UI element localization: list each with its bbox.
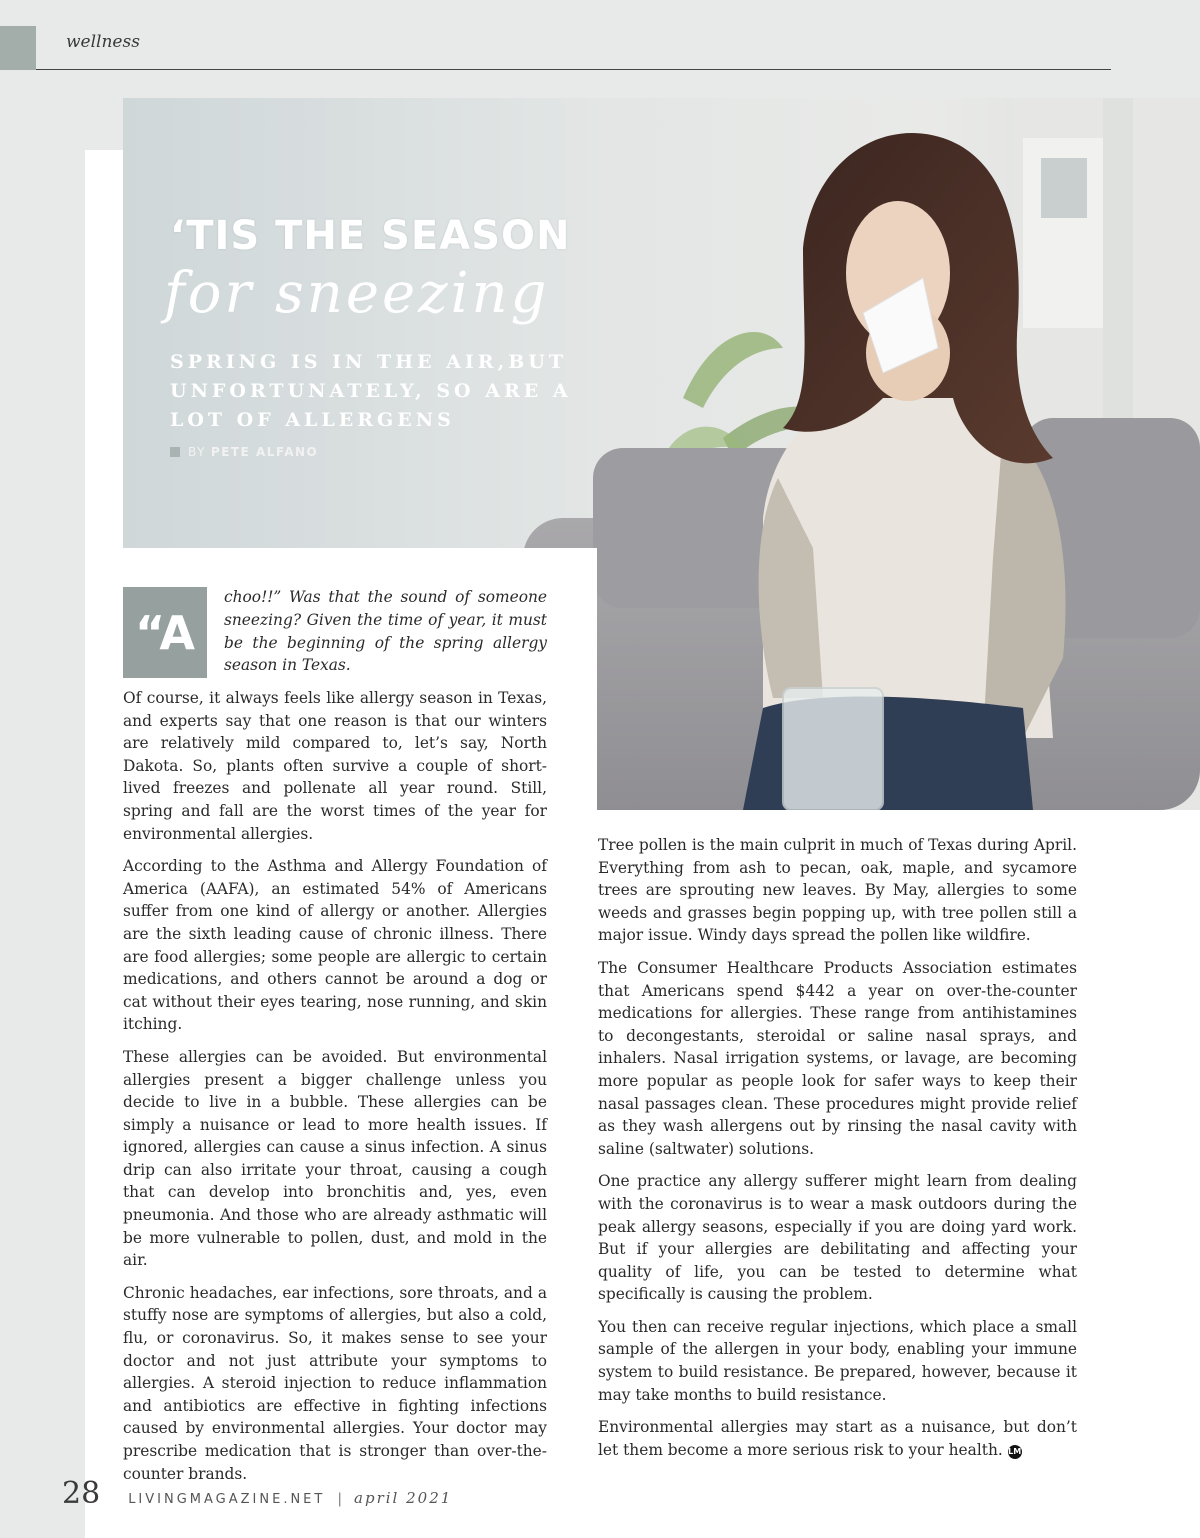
header-rule bbox=[36, 69, 1111, 70]
body-paragraph: You then can receive regular injections, which place a small sample of the allergen in your body, enabling your immune system to build resistance. Be prepared, however, because it may take months to build resistance. bbox=[598, 1317, 1077, 1404]
byline-author: PETE ALFANO bbox=[210, 445, 319, 459]
final-paragraph-text: Environmental allergies may start as a nuisance, but don’t let them become a more serious risk to your health. bbox=[598, 1418, 1077, 1459]
page-footer bbox=[62, 1476, 452, 1511]
section-color-block bbox=[0, 26, 36, 70]
byline-prefix: BY bbox=[188, 445, 206, 459]
footer-issue: april 2021 bbox=[354, 1489, 453, 1507]
body-paragraph: These allergies can be avoided. But environmental allergies present a bigger challenge unless you decide to live in a bubble. These allergies can be simply a nuisance or lead to more health issues. If ignored, allergies can cause a sinus infection. A sinus drip can also irritate your throat, causing a cough that can develop into bronchitis and, yes, even pneumonia. And those who are already asthmatic will be more vulnerable to pollen, dust, and mold in the air. bbox=[123, 1047, 547, 1270]
left-column bbox=[123, 687, 547, 1495]
body-paragraph: According to the Asthma and Allergy Foundation of America (AAFA), an estimated 54% of Americans suffer from one kind of allergy or another. Allergies are the sixth leading cause of chronic illness. There are food allergies; some people are allergic to certain medications, and others cannot be around a dog or cat without their eyes tearing, nose running, and skin itching. bbox=[123, 857, 547, 1034]
final-paragraph bbox=[598, 1416, 1077, 1461]
article-title: ‘TIS THE SEASON bbox=[170, 213, 571, 259]
footer-site: LIVINGMAGAZINE.NET bbox=[128, 1492, 326, 1507]
body-paragraph: The Consumer Healthcare Products Association estimates that Americans spend $442 a year on over-the-counter medications for allergies. These range from antihistamines to decongestants, steroidal or saline nasal sprays, and inhalers. Nasal irrigation systems, or lavage, are becoming more popular as people look for safer ways to keep their nasal passages clean. These procedures might provide relief as they wash allergens out by rinsing the nasal cavity with saline (saltwater) solutions. bbox=[598, 958, 1077, 1158]
body-paragraph: Tree pollen is the main culprit in much of Texas during April. Everything from ash to pecan, oak, maple, and sycamore trees are sprouting new leaves. By May, allergies to some weeds and grasses begin popping up, with tree pollen still a major issue. Windy days spread the pollen like wildfire. bbox=[598, 836, 1077, 945]
article-title-block bbox=[164, 210, 610, 459]
body-paragraph: Chronic headaches, ear infections, sore throats, and a stuffy nose are symptoms of allergies, but also a cold, flu, or coronavirus. So, it makes sense to see your doctor and not just attribute your symptoms to allergies. A steroid injection to reduce inflammation and antibiotics are effective in fighting infections caused by environmental allergies. Your doctor may prescribe medication that is stronger than over-the-counter brands. bbox=[123, 1283, 547, 1483]
lead-paragraph: choo!!” Was that the sound of someone sneezing? Given the time of year, it must be the beginning of the spring allergy season in Texas. bbox=[224, 588, 547, 675]
body-paragraph: Of course, it always feels like allergy season in Texas, and experts say that one reason is that our winters are relatively mild compared to, let’s say, North Dakota. So, plants often survive a couple of short-lived freezes and pollenate all year round. Still, spring and fall are the worst times of the year for environmental allergies. bbox=[123, 689, 547, 843]
byline-square-icon bbox=[170, 447, 180, 457]
end-mark-icon: LM bbox=[1008, 1445, 1022, 1459]
right-column bbox=[598, 834, 1077, 1471]
drop-cap: “A bbox=[123, 587, 207, 678]
section-label: wellness bbox=[66, 32, 140, 52]
byline bbox=[170, 445, 610, 459]
article-title-script: for sneezing bbox=[164, 261, 550, 326]
footer-separator: | bbox=[337, 1491, 343, 1507]
article-subtitle: SPRING IS IN THE AIR,BUT UNFORTUNATELY, SO ARE A LOT OF ALLERGENS bbox=[170, 351, 572, 431]
body-paragraph: One practice any allergy sufferer might learn from dealing with the coronavirus is to wear a mask outdoors during the peak allergy seasons, especially if you are doing yard work. But if your allergies are debilitating and affecting your quality of life, you can be tested to determine what specifically is causing the problem. bbox=[598, 1172, 1077, 1304]
page-number: 28 bbox=[62, 1476, 101, 1511]
